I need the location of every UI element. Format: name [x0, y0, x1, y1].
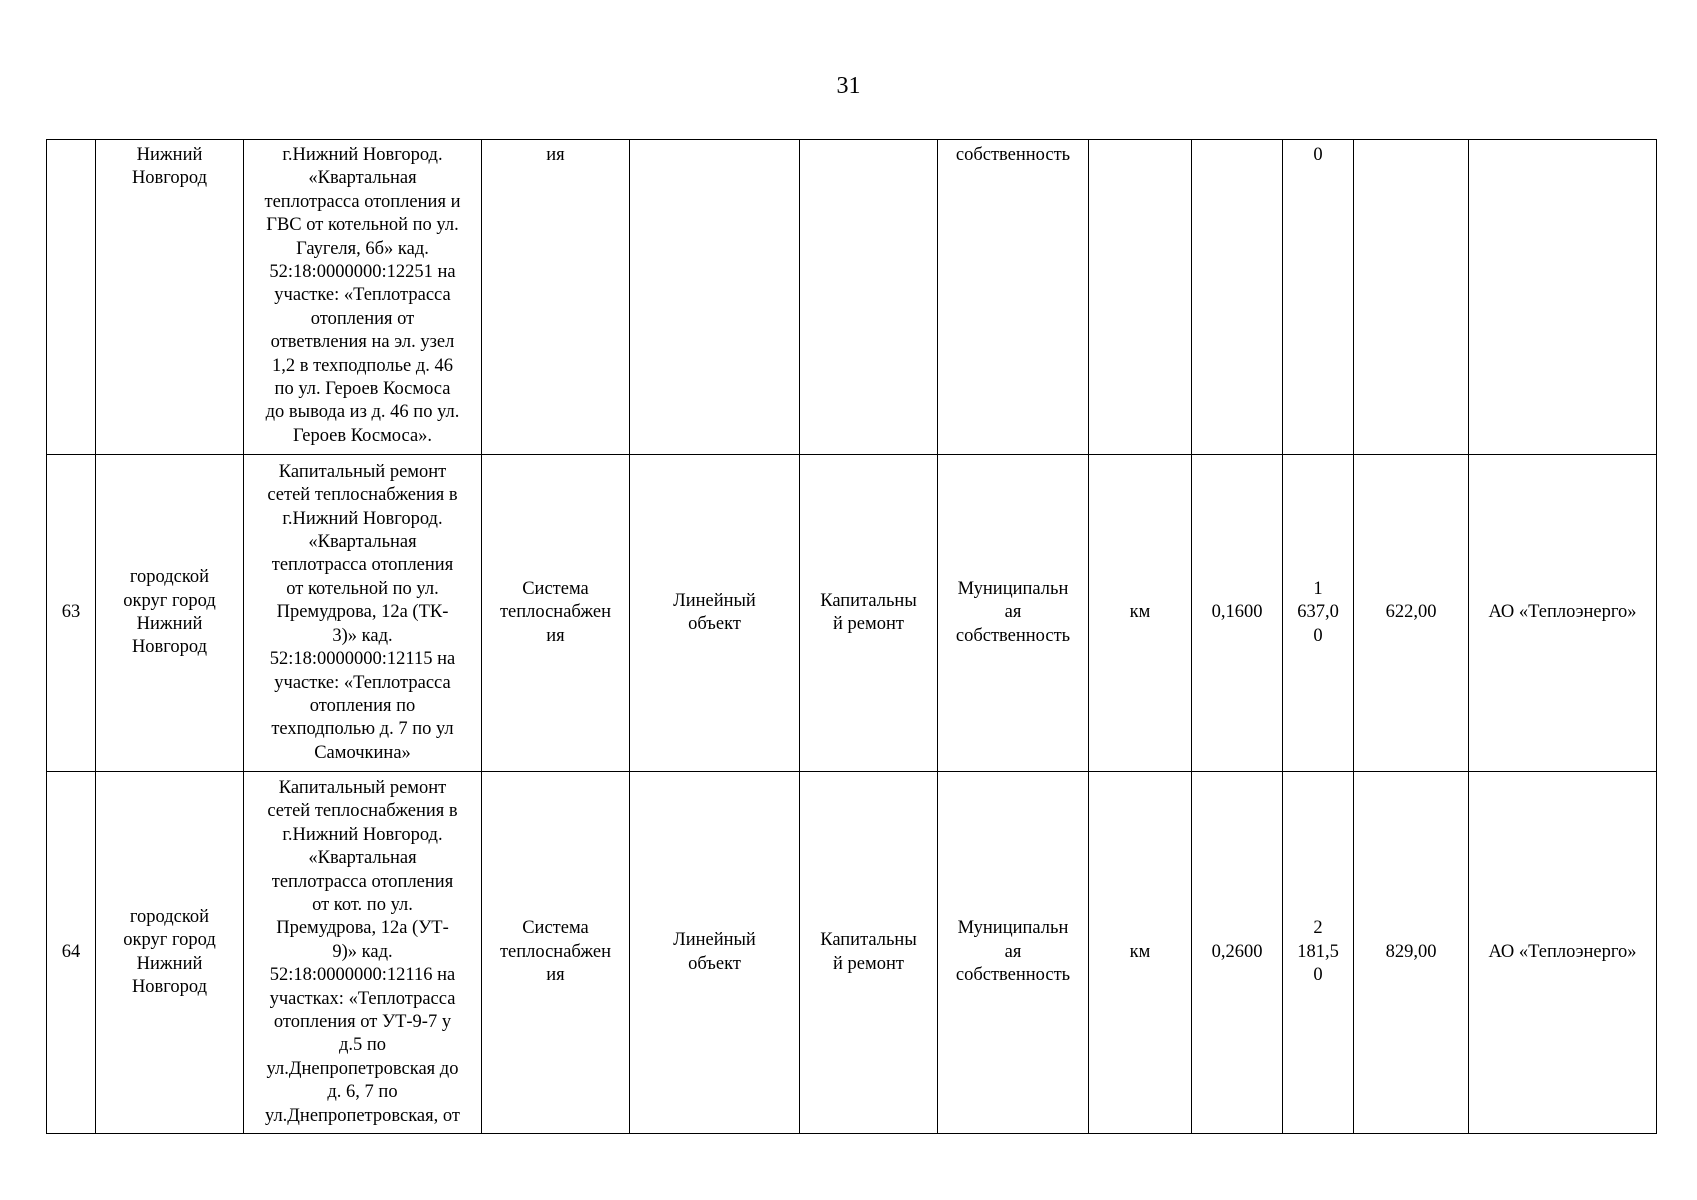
work-type-cell-text: Капитальны й ремонт	[820, 930, 917, 974]
row-number-cell	[47, 772, 96, 1134]
unit-cell	[1089, 455, 1192, 772]
municipality-cell	[96, 772, 244, 1134]
table-row	[47, 772, 1657, 1134]
cost-total-cell-text: 1 637,0 0	[1297, 578, 1339, 646]
table-body	[47, 140, 1657, 1134]
object-type-cell	[630, 140, 800, 455]
municipality-cell	[96, 455, 244, 772]
page-number: 31	[836, 73, 861, 99]
organization-cell	[1469, 455, 1657, 772]
cost-total-cell	[1283, 772, 1354, 1134]
object-type-cell	[630, 772, 800, 1134]
municipality-cell	[96, 140, 244, 455]
system-cell	[482, 140, 630, 455]
ownership-cell-text: собственность	[955, 145, 1071, 165]
ownership-cell	[938, 455, 1089, 772]
length-cell	[1192, 140, 1283, 455]
organization-cell	[1469, 772, 1657, 1134]
cost-total-cell	[1283, 140, 1354, 455]
object-type-cell-text: Линейный объект	[673, 930, 756, 974]
table-row	[47, 140, 1657, 455]
length-cell	[1192, 455, 1283, 772]
organization-cell-text: АО «Теплоэнерго»	[1488, 602, 1637, 623]
ownership-cell	[938, 140, 1089, 455]
work-type-cell	[800, 140, 938, 455]
system-cell-text: Система теплоснабжен ия	[499, 578, 612, 646]
row-number-cell	[47, 140, 96, 455]
cost-total-cell-text: 0	[1313, 145, 1323, 165]
cost-cell	[1354, 772, 1469, 1134]
projects-table	[46, 139, 1657, 1134]
municipality-cell-text: Нижний Новгород	[131, 145, 208, 189]
ownership-cell-text: Муниципальн ая собственность	[955, 578, 1071, 646]
ownership-cell-text: Муниципальн ая собственность	[955, 918, 1071, 986]
unit-cell	[1089, 140, 1192, 455]
cost-cell-text: 622,00	[1385, 602, 1437, 623]
project-name-cell-text: Капитальный ремонт сетей теплоснабжения в г.Нижний Новгород. «Квартальная теплотрасса отопления от кот. по ул. Премудрова, 12а (УТ- 9)» кад. 52:18:0000000:12116 на участках: «Теплотрасса отопления от УТ-9-7 у д.5 по ул.Днепропетровская до д. 6, 7 по ул.Днепропетровская, от	[265, 777, 460, 1126]
length-cell	[1192, 772, 1283, 1134]
ownership-cell	[938, 772, 1089, 1134]
cost-cell	[1354, 455, 1469, 772]
project-name-cell-text: Капитальный ремонт сетей теплоснабжения в г.Нижний Новгород. «Квартальная теплотрасса отопления от котельной по ул. Премудрова, 12а (ТК- 3)» кад. 52:18:0000000:12115 на участке: «Теплотрасса отопления по техподполью д. 7 по ул Самочкина»	[267, 461, 458, 763]
system-cell-text: ия	[546, 145, 565, 165]
work-type-cell	[800, 455, 938, 772]
project-name-cell	[244, 140, 482, 455]
cost-total-cell-text: 2 181,5 0	[1297, 918, 1339, 986]
cost-total-cell	[1283, 455, 1354, 772]
unit-cell	[1089, 772, 1192, 1134]
work-type-cell-text: Капитальны й ремонт	[820, 590, 917, 634]
row-number-cell-text: 64	[61, 941, 81, 962]
municipality-cell-text: городской округ город Нижний Новгород	[123, 906, 216, 997]
unit-cell-text: км	[1129, 602, 1151, 623]
system-cell-text: Система теплоснабжен ия	[499, 918, 612, 986]
object-type-cell	[630, 455, 800, 772]
project-name-cell-text: г.Нижний Новгород. «Квартальная теплотрасса отопления и ГВС от котельной по ул. Гаугеля, 6б» кад. 52:18:0000000:12251 на участке: «Теплотрасса отопления от ответвления на эл. узел 1,2 в техподполье д. 46 по ул. Героев Космоса до вывода из д. 46 по ул. Героев Космоса».	[264, 145, 461, 446]
length-cell-text: 0,2600	[1211, 941, 1263, 962]
table-row	[47, 455, 1657, 772]
project-name-cell	[244, 455, 482, 772]
organization-cell	[1469, 140, 1657, 455]
object-type-cell-text: Линейный объект	[673, 590, 756, 634]
system-cell	[482, 455, 630, 772]
system-cell	[482, 772, 630, 1134]
project-name-cell	[244, 772, 482, 1134]
row-number-cell	[47, 455, 96, 772]
length-cell-text: 0,1600	[1211, 602, 1263, 623]
row-number-cell-text: 63	[61, 602, 81, 623]
cost-cell-text: 829,00	[1385, 941, 1437, 962]
work-type-cell	[800, 772, 938, 1134]
unit-cell-text: км	[1129, 941, 1151, 962]
organization-cell-text: АО «Теплоэнерго»	[1488, 941, 1637, 962]
cost-cell	[1354, 140, 1469, 455]
municipality-cell-text: городской округ город Нижний Новгород	[123, 567, 216, 658]
